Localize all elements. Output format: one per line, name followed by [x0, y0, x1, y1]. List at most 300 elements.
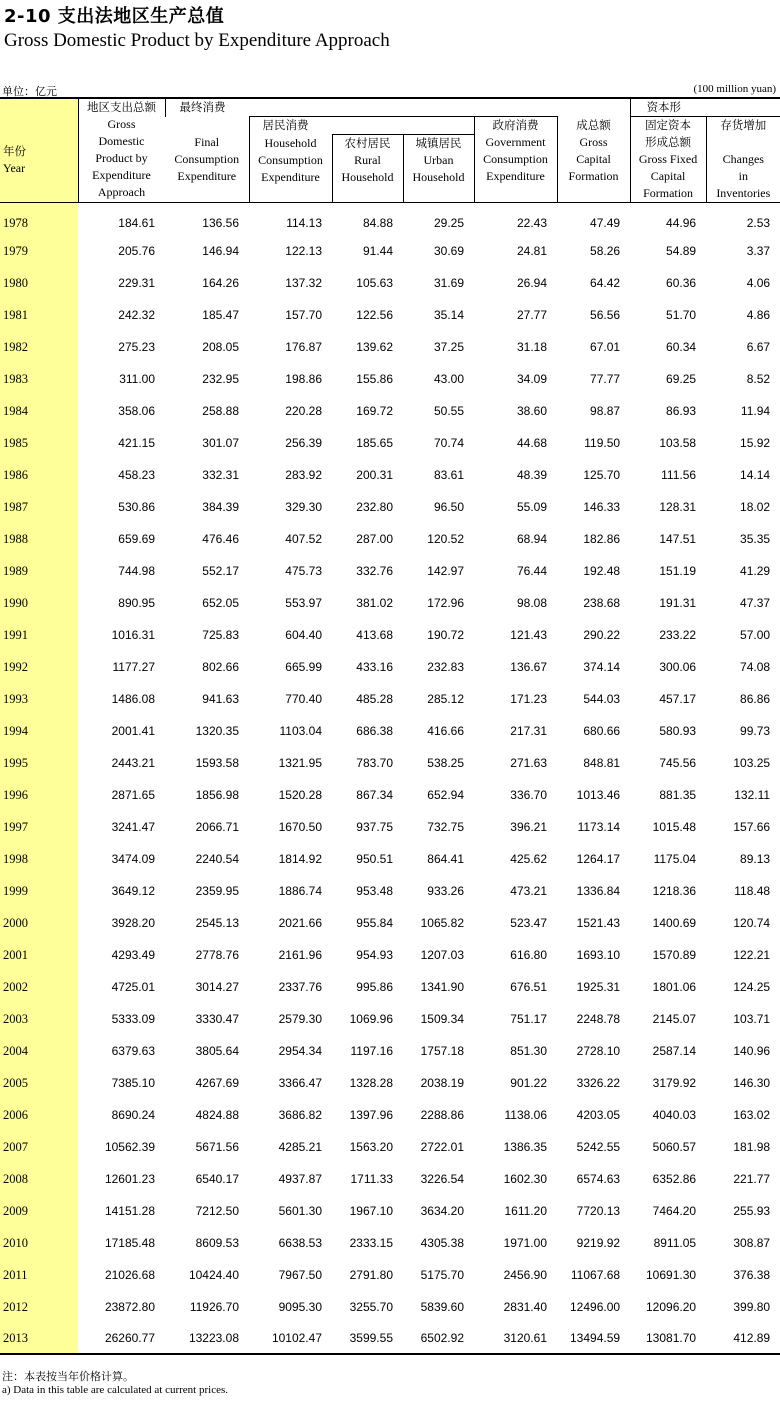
cell-inventory-change: 103.71 — [733, 1012, 771, 1026]
cell-inventory-change: 146.30 — [733, 1076, 771, 1090]
cell-inventory-change: 57.00 — [740, 628, 771, 642]
cell-gross-fixed-capital: 54.89 — [666, 244, 697, 258]
table-row — [0, 331, 780, 363]
cell-rural-household: 105.63 — [356, 276, 393, 290]
cell-inventory-change: 35.35 — [740, 532, 771, 546]
cell-final-consumption: 11926.70 — [189, 1300, 239, 1314]
cell-gross-fixed-capital: 60.36 — [666, 276, 697, 290]
header-gov — [474, 117, 557, 203]
cell-urban-household: 35.14 — [433, 308, 464, 322]
header-urban-cn: 城镇居民 — [415, 136, 462, 150]
cell-year: 2011 — [0, 1259, 78, 1291]
cell-gross-capital-formation: 1173.14 — [577, 820, 621, 834]
header-capital-en-3: Formation — [568, 168, 619, 183]
cell-rural-household: 937.75 — [356, 820, 393, 834]
cell-final-consumption: 652.05 — [202, 596, 239, 610]
cell-household-consumption: 553.97 — [285, 596, 322, 610]
cell-rural-household: 1711.33 — [350, 1172, 393, 1186]
cell-final-consumption: 3805.64 — [195, 1044, 239, 1058]
cell-inventory-change: 308.87 — [733, 1236, 771, 1250]
header-fixed-en-2: Capital — [650, 169, 686, 183]
cell-gdp: 205.76 — [118, 244, 155, 258]
cell-government-consumption: 68.94 — [516, 532, 547, 546]
cell-inventory-change: 4.06 — [746, 276, 771, 290]
cell-government-consumption: 616.80 — [510, 948, 547, 962]
header-capital-cn-2: 成总额 — [576, 117, 611, 132]
cell-government-consumption: 396.21 — [510, 820, 547, 834]
cell-final-consumption: 136.56 — [202, 216, 239, 230]
cell-gross-capital-formation: 6574.63 — [576, 1172, 621, 1186]
cell-final-consumption: 552.17 — [202, 564, 239, 578]
cell-gross-capital-formation: 238.68 — [583, 596, 621, 610]
cell-urban-household: 3634.20 — [420, 1204, 464, 1218]
cell-household-consumption: 220.28 — [285, 404, 322, 418]
table-row — [0, 555, 780, 587]
cell-household-consumption: 1321.95 — [278, 756, 322, 770]
cell-gross-fixed-capital: 7464.20 — [652, 1204, 697, 1218]
header-household-en-1: Household — [264, 135, 317, 150]
header-year-en: Year — [3, 160, 26, 175]
cell-rural-household: 3255.70 — [349, 1300, 393, 1314]
header-gdp-cn: 地区支出总额 — [87, 100, 156, 114]
table-row — [0, 907, 780, 939]
cell-rural-household: 1197.16 — [350, 1044, 393, 1058]
cell-household-consumption: 2161.96 — [278, 948, 322, 962]
cell-household-consumption: 475.73 — [285, 564, 322, 578]
header-inventory-en-1: Changes — [722, 152, 764, 166]
cell-inventory-change: 8.52 — [746, 372, 771, 386]
cell-inventory-change: 118.48 — [734, 884, 771, 898]
cell-gross-capital-formation: 182.86 — [583, 532, 621, 546]
cell-rural-household: 413.68 — [356, 628, 393, 642]
cell-year: 1981 — [0, 299, 78, 331]
cell-inventory-change: 255.93 — [733, 1204, 771, 1218]
cell-final-consumption: 3330.47 — [195, 1012, 239, 1026]
cell-rural-household: 955.84 — [356, 916, 393, 930]
cell-gross-capital-formation: 1925.31 — [576, 980, 621, 994]
table-row — [0, 715, 780, 747]
cell-gross-capital-formation: 9219.92 — [576, 1236, 621, 1250]
cell-government-consumption: 751.17 — [510, 1012, 547, 1026]
cell-urban-household: 172.96 — [427, 596, 464, 610]
cell-gdp: 311.00 — [119, 372, 155, 386]
table-row — [0, 1099, 780, 1131]
cell-urban-household: 1065.82 — [420, 916, 464, 930]
cell-final-consumption: 802.66 — [202, 660, 239, 674]
cell-rural-household: 485.28 — [356, 692, 393, 706]
cell-year: 2003 — [0, 1003, 78, 1035]
cell-household-consumption: 604.40 — [285, 628, 322, 642]
cell-rural-household: 953.48 — [356, 884, 393, 898]
header-gov-en-2: Consumption — [483, 152, 548, 166]
cell-gross-capital-formation: 3326.22 — [576, 1076, 621, 1090]
cell-household-consumption: 256.39 — [285, 436, 322, 450]
cell-household-consumption: 9095.30 — [278, 1300, 322, 1314]
cell-government-consumption: 851.30 — [510, 1044, 547, 1058]
cell-gross-capital-formation: 119.50 — [584, 436, 621, 450]
header-household-group — [249, 117, 474, 135]
cell-final-consumption: 332.31 — [202, 468, 239, 482]
cell-gross-capital-formation: 77.77 — [590, 372, 621, 386]
cell-year: 2002 — [0, 971, 78, 1003]
cell-rural-household: 185.65 — [356, 436, 393, 450]
cell-gross-fixed-capital: 6352.86 — [652, 1172, 697, 1186]
cell-inventory-change: 3.37 — [746, 244, 771, 258]
header-fixed — [630, 117, 706, 203]
cell-household-consumption: 5601.30 — [278, 1204, 322, 1218]
cell-year: 2008 — [0, 1163, 78, 1195]
cell-year: 1985 — [0, 427, 78, 459]
cell-government-consumption: 473.21 — [510, 884, 547, 898]
cell-urban-household: 43.00 — [433, 372, 464, 386]
cell-gross-fixed-capital: 3179.92 — [652, 1076, 697, 1090]
cell-gross-fixed-capital: 103.58 — [659, 436, 697, 450]
header-capital-group — [630, 98, 780, 117]
cell-household-consumption: 4285.21 — [278, 1140, 322, 1154]
cell-household-consumption: 157.70 — [285, 308, 322, 322]
table-row — [0, 1227, 780, 1259]
cell-rural-household: 1397.96 — [349, 1108, 393, 1122]
header-inventory-cn: 存货增加 — [720, 118, 767, 132]
cell-government-consumption: 1138.06 — [504, 1108, 547, 1122]
cell-final-consumption: 301.07 — [202, 436, 239, 450]
cell-household-consumption: 1103.04 — [279, 724, 322, 738]
table-row — [0, 1035, 780, 1067]
cell-rural-household: 783.70 — [356, 756, 393, 770]
cell-year: 1986 — [0, 459, 78, 491]
table-row — [0, 1131, 780, 1163]
cell-gross-capital-formation: 2728.10 — [576, 1044, 621, 1058]
cell-household-consumption: 137.32 — [285, 276, 322, 290]
cell-final-consumption: 1320.35 — [195, 724, 239, 738]
cell-inventory-change: 412.89 — [706, 1323, 780, 1354]
cell-final-consumption: 208.05 — [202, 340, 239, 354]
cell-gdp: 7385.10 — [111, 1076, 155, 1090]
header-household-en-2: Consumption — [258, 152, 323, 167]
cell-government-consumption: 2456.90 — [503, 1268, 547, 1282]
cell-gdp: 3928.20 — [111, 916, 155, 930]
cell-urban-household: 4305.38 — [420, 1236, 464, 1250]
cell-gross-capital-formation: 1521.43 — [576, 916, 621, 930]
cell-final-consumption: 7212.50 — [195, 1204, 239, 1218]
cell-gross-fixed-capital: 10691.30 — [646, 1268, 697, 1282]
cell-gross-capital-formation: 192.48 — [583, 564, 621, 578]
cell-gdp: 184.61 — [118, 216, 155, 230]
table-body — [0, 203, 780, 1355]
cell-final-consumption: 384.39 — [202, 500, 239, 514]
header-urban — [403, 135, 474, 203]
header-capital — [557, 117, 630, 203]
cell-household-consumption: 2337.76 — [278, 980, 322, 994]
table-row — [0, 1163, 780, 1195]
cell-inventory-change: 2.53 — [746, 216, 771, 230]
cell-rural-household: 950.51 — [356, 852, 393, 866]
table-title-cn: 2-10 支出法地区生产总值 — [4, 6, 225, 27]
table-row — [0, 747, 780, 779]
gdp-expenditure-table — [0, 97, 780, 1355]
header-final-group — [165, 98, 630, 117]
cell-household-consumption: 2954.34 — [278, 1044, 322, 1058]
cell-rural-household: 381.02 — [356, 596, 393, 610]
cell-gross-fixed-capital: 60.34 — [666, 340, 697, 354]
cell-household-consumption: 10102.47 — [249, 1323, 332, 1354]
cell-household-consumption: 283.92 — [285, 468, 322, 482]
cell-rural-household: 954.93 — [356, 948, 393, 962]
header-urban-en-2: Household — [412, 170, 465, 184]
cell-government-consumption: 31.18 — [516, 340, 547, 354]
table-row — [0, 1003, 780, 1035]
table-row — [0, 875, 780, 907]
cell-gross-fixed-capital: 86.93 — [666, 404, 697, 418]
cell-urban-household: 29.25 — [433, 216, 464, 230]
table-row — [0, 363, 780, 395]
cell-gross-capital-formation: 1013.46 — [576, 788, 621, 802]
header-rural — [332, 135, 403, 203]
table-row — [0, 235, 780, 267]
cell-urban-household: 1207.03 — [420, 948, 464, 962]
cell-government-consumption: 48.39 — [516, 468, 547, 482]
cell-urban-household: 5839.60 — [420, 1300, 464, 1314]
cell-final-consumption: 232.95 — [202, 372, 239, 386]
cell-urban-household: 2288.86 — [420, 1108, 464, 1122]
cell-gross-fixed-capital: 5060.57 — [652, 1140, 697, 1154]
header-gdp-en-2: Domestic — [98, 134, 145, 148]
header-rural-en-1: Rural — [354, 153, 381, 167]
cell-rural-household: 1563.20 — [349, 1140, 393, 1154]
cell-household-consumption: 665.99 — [285, 660, 322, 674]
cell-gdp: 659.69 — [118, 532, 155, 546]
cell-gdp: 3649.12 — [111, 884, 155, 898]
cell-year: 1991 — [0, 619, 78, 651]
table-row — [0, 203, 780, 236]
cell-rural-household: 200.31 — [356, 468, 393, 482]
cell-inventory-change: 89.13 — [740, 852, 771, 866]
cell-inventory-change: 221.77 — [733, 1172, 771, 1186]
cell-household-consumption: 770.40 — [285, 692, 322, 706]
cell-gdp: 8690.24 — [111, 1108, 155, 1122]
cell-year: 1983 — [0, 363, 78, 395]
table-row — [0, 971, 780, 1003]
cell-final-consumption: 8609.53 — [195, 1236, 239, 1250]
cell-government-consumption: 901.22 — [510, 1076, 547, 1090]
cell-inventory-change: 14.14 — [740, 468, 771, 482]
cell-rural-household: 287.00 — [356, 532, 393, 546]
cell-inventory-change: 6.67 — [746, 340, 771, 354]
cell-rural-household: 995.86 — [356, 980, 393, 994]
cell-gdp: 1177.27 — [112, 660, 155, 674]
header-year-cn: 年份 — [3, 143, 26, 158]
cell-gdp: 2001.41 — [111, 724, 155, 738]
cell-gross-fixed-capital: 51.70 — [666, 308, 697, 322]
cell-gdp: 4725.01 — [111, 980, 155, 994]
cell-gdp: 14151.28 — [104, 1204, 155, 1218]
header-rural-en-2: Household — [341, 170, 394, 184]
cell-household-consumption: 198.86 — [285, 372, 322, 386]
cell-inventory-change: 399.80 — [733, 1300, 771, 1314]
cell-urban-household: 6502.92 — [403, 1323, 474, 1354]
cell-urban-household: 416.66 — [427, 724, 464, 738]
header-gdp-en-5: Approach — [97, 185, 146, 199]
cell-government-consumption: 98.08 — [516, 596, 547, 610]
cell-urban-household: 70.74 — [433, 436, 464, 450]
table-row — [0, 779, 780, 811]
cell-gross-capital-formation: 58.26 — [590, 244, 621, 258]
cell-urban-household: 5175.70 — [420, 1268, 464, 1282]
cell-household-consumption: 4937.87 — [278, 1172, 322, 1186]
cell-gdp: 275.23 — [118, 340, 155, 354]
unit-label-en: (100 million yuan) — [693, 83, 776, 95]
cell-gross-capital-formation: 544.03 — [583, 692, 621, 706]
cell-final-consumption: 185.47 — [202, 308, 239, 322]
cell-rural-household: 1967.10 — [349, 1204, 393, 1218]
cell-rural-household: 2333.15 — [349, 1236, 393, 1250]
cell-government-consumption: 136.67 — [510, 660, 547, 674]
cell-year: 1989 — [0, 555, 78, 587]
cell-final-consumption: 725.83 — [202, 628, 239, 642]
cell-inventory-change: 163.02 — [733, 1108, 771, 1122]
header-inventory-en-3: Inventories — [716, 186, 771, 200]
cell-inventory-change: 103.25 — [733, 756, 771, 770]
cell-gross-capital-formation: 2248.78 — [576, 1012, 621, 1026]
cell-gross-capital-formation: 1264.17 — [576, 852, 621, 866]
header-fixed-cn-2: 形成总额 — [645, 135, 692, 149]
cell-year: 2010 — [0, 1227, 78, 1259]
cell-gross-capital-formation: 1693.10 — [576, 948, 621, 962]
cell-gross-fixed-capital: 2145.07 — [652, 1012, 697, 1026]
cell-gdp: 242.32 — [118, 308, 155, 322]
table-row — [0, 1067, 780, 1099]
cell-gdp: 1486.08 — [111, 692, 155, 706]
cell-gross-fixed-capital: 1175.04 — [653, 852, 697, 866]
cell-urban-household: 3226.54 — [420, 1172, 464, 1186]
cell-rural-household: 1069.96 — [349, 1012, 393, 1026]
cell-gdp: 2871.65 — [111, 788, 155, 802]
cell-government-consumption: 336.70 — [510, 788, 547, 802]
header-final — [165, 117, 249, 203]
cell-gross-fixed-capital: 111.56 — [661, 468, 697, 482]
cell-urban-household: 120.52 — [427, 532, 464, 546]
table-header — [0, 98, 780, 203]
cell-urban-household: 50.55 — [433, 404, 464, 418]
cell-gdp: 4293.49 — [111, 948, 155, 962]
header-fixed-en-3: Formation — [643, 186, 694, 200]
header-capital-en-2: Capital — [576, 151, 611, 166]
cell-household-consumption: 122.13 — [285, 244, 322, 258]
cell-inventory-change: 99.73 — [740, 724, 771, 738]
cell-household-consumption: 176.87 — [285, 340, 322, 354]
cell-household-consumption: 6638.53 — [278, 1236, 322, 1250]
cell-rural-household: 332.76 — [356, 564, 393, 578]
cell-rural-household: 686.38 — [356, 724, 393, 738]
table-row — [0, 427, 780, 459]
cell-gross-fixed-capital: 1015.48 — [652, 820, 697, 834]
cell-year: 2000 — [0, 907, 78, 939]
cell-gross-capital-formation: 56.56 — [590, 308, 621, 322]
table-row — [0, 267, 780, 299]
cell-gross-fixed-capital: 457.17 — [659, 692, 697, 706]
cell-inventory-change: 376.38 — [733, 1268, 771, 1282]
cell-gross-capital-formation: 7720.13 — [576, 1204, 621, 1218]
cell-gross-capital-formation: 680.66 — [583, 724, 621, 738]
cell-gross-capital-formation: 5242.55 — [576, 1140, 621, 1154]
cell-gross-fixed-capital: 128.31 — [659, 500, 697, 514]
cell-household-consumption: 1814.92 — [278, 852, 322, 866]
cell-gross-capital-formation: 1336.84 — [576, 884, 621, 898]
header-gdp — [78, 98, 165, 203]
cell-government-consumption: 34.09 — [516, 372, 547, 386]
cell-rural-household: 155.86 — [356, 372, 393, 386]
cell-inventory-change: 11.94 — [740, 404, 771, 418]
cell-gross-fixed-capital: 69.25 — [666, 372, 697, 386]
table-row — [0, 683, 780, 715]
cell-urban-household: 652.94 — [427, 788, 464, 802]
cell-government-consumption: 1602.30 — [503, 1172, 547, 1186]
footnote-cn: 注：本表按当年价格计算。 — [2, 1370, 134, 1383]
header-household — [249, 135, 332, 203]
cell-urban-household: 96.50 — [433, 500, 464, 514]
cell-urban-household: 285.12 — [427, 692, 464, 706]
cell-government-consumption: 27.77 — [516, 308, 547, 322]
table-row — [0, 395, 780, 427]
cell-inventory-change: 120.74 — [733, 916, 771, 930]
header-gov-en-1: Government — [485, 135, 546, 149]
cell-gross-capital-formation: 64.42 — [590, 276, 621, 290]
cell-urban-household: 83.61 — [433, 468, 464, 482]
cell-gross-capital-formation: 125.70 — [583, 468, 621, 482]
cell-household-consumption: 1520.28 — [278, 788, 322, 802]
cell-final-consumption: 4267.69 — [195, 1076, 239, 1090]
cell-year: 2012 — [0, 1291, 78, 1323]
cell-urban-household: 1341.90 — [420, 980, 464, 994]
cell-final-consumption: 2066.71 — [195, 820, 239, 834]
table-row — [0, 1259, 780, 1291]
header-gov-cn: 政府消费 — [492, 118, 539, 132]
cell-final-consumption: 164.26 — [202, 276, 239, 290]
cell-urban-household: 142.97 — [427, 564, 464, 578]
cell-inventory-change: 122.21 — [733, 948, 771, 962]
cell-gdp: 1016.31 — [111, 628, 155, 642]
cell-year: 1999 — [0, 875, 78, 907]
cell-gdp: 421.15 — [118, 436, 155, 450]
cell-year: 1995 — [0, 747, 78, 779]
header-year — [0, 98, 78, 203]
cell-final-consumption: 146.94 — [202, 244, 239, 258]
cell-gdp: 530.86 — [118, 500, 155, 514]
cell-gross-fixed-capital: 44.96 — [666, 216, 697, 230]
cell-year: 1984 — [0, 395, 78, 427]
cell-year: 1978 — [0, 203, 78, 236]
cell-household-consumption: 2021.66 — [278, 916, 322, 930]
cell-urban-household: 732.75 — [427, 820, 464, 834]
table-row — [0, 619, 780, 651]
cell-gross-capital-formation: 146.33 — [583, 500, 621, 514]
cell-final-consumption: 13223.08 — [165, 1323, 249, 1354]
header-gdp-en-1: Gross — [107, 117, 136, 131]
cell-gdp: 229.31 — [118, 276, 155, 290]
cell-final-consumption: 3014.27 — [195, 980, 239, 994]
cell-final-consumption: 941.63 — [202, 692, 239, 706]
cell-household-consumption: 407.52 — [285, 532, 322, 546]
cell-gdp: 3474.09 — [111, 852, 155, 866]
cell-rural-household: 232.80 — [356, 500, 393, 514]
cell-year: 1987 — [0, 491, 78, 523]
cell-inventory-change: 4.86 — [746, 308, 771, 322]
cell-final-consumption: 1856.98 — [195, 788, 239, 802]
cell-gross-fixed-capital: 147.51 — [659, 532, 697, 546]
table-row — [0, 587, 780, 619]
cell-government-consumption: 271.63 — [510, 756, 547, 770]
cell-gdp: 23872.80 — [104, 1300, 155, 1314]
